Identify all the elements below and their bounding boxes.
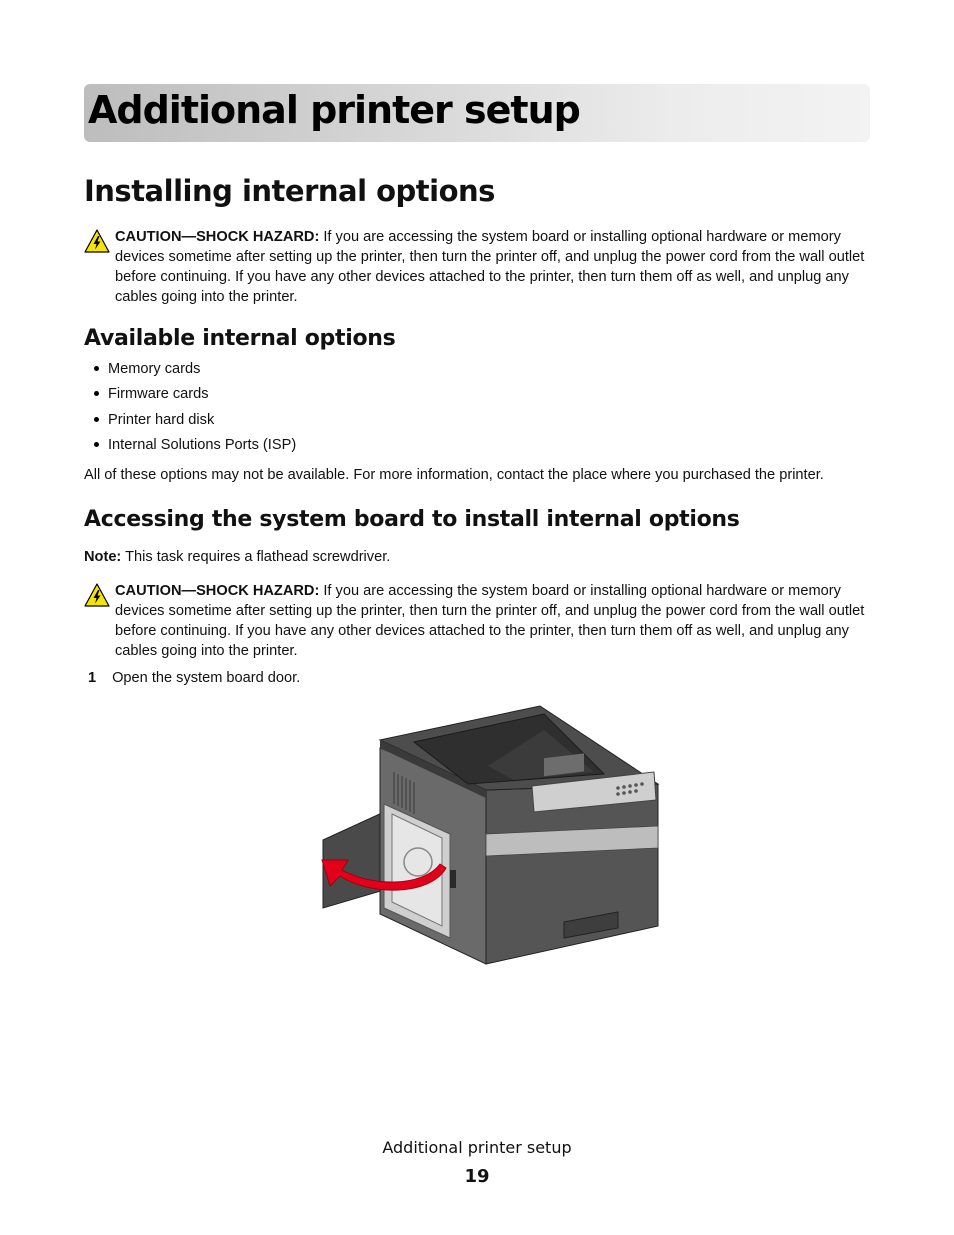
caution-text [115, 227, 871, 307]
footer-title: Additional printer setup [382, 1138, 572, 1157]
step-number: 1 [88, 670, 97, 686]
caution-lead: CAUTION—SHOCK HAZARD: [115, 583, 320, 599]
chapter-title: Additional printer setup [88, 88, 580, 132]
list-item: Memory cards [84, 359, 296, 384]
availability-note: All of these options may not be available. For more information, contact the place where you purchased the printer. [84, 467, 824, 483]
caution-text [115, 581, 871, 661]
list-item: Internal Solutions Ports (ISP) [84, 435, 296, 460]
available-heading: Available internal options [84, 326, 396, 351]
note-text: This task requires a flathead screwdriver. [125, 549, 391, 565]
caution-lead: CAUTION—SHOCK HAZARD: [115, 229, 320, 245]
shock-hazard-icon [84, 583, 110, 607]
shock-hazard-icon [84, 229, 110, 253]
chapter-banner [84, 84, 870, 142]
list-item: Firmware cards [84, 384, 296, 409]
options-list [84, 359, 296, 460]
accessing-heading: Accessing the system board to install internal options [84, 507, 740, 532]
tool-note [84, 547, 390, 567]
page-number: 19 [464, 1166, 490, 1187]
step-1 [88, 668, 300, 688]
section-title: Installing internal options [84, 174, 495, 208]
list-item: Printer hard disk [84, 410, 296, 435]
caution-body: If you are accessing the system board or installing optional hardware or memory devices sometime after setting up the printer, then turn the printer off, and unplug the power cord from the wall outlet before continuing. If you have any other devices attached to the printer, then turn them off as well, and unplug any cables going into the printer. [115, 229, 865, 305]
note-label: Note: [84, 549, 122, 565]
printer-illustration [318, 700, 664, 970]
caution-body: If you are accessing the system board or installing optional hardware or memory devices sometime after setting up the printer, then turn the printer off, and unplug the power cord from the wall outlet before continuing. If you have any other devices attached to the printer, then turn them off as well, and unplug any cables going into the printer. [115, 583, 865, 659]
step-text: Open the system board door. [112, 670, 301, 686]
